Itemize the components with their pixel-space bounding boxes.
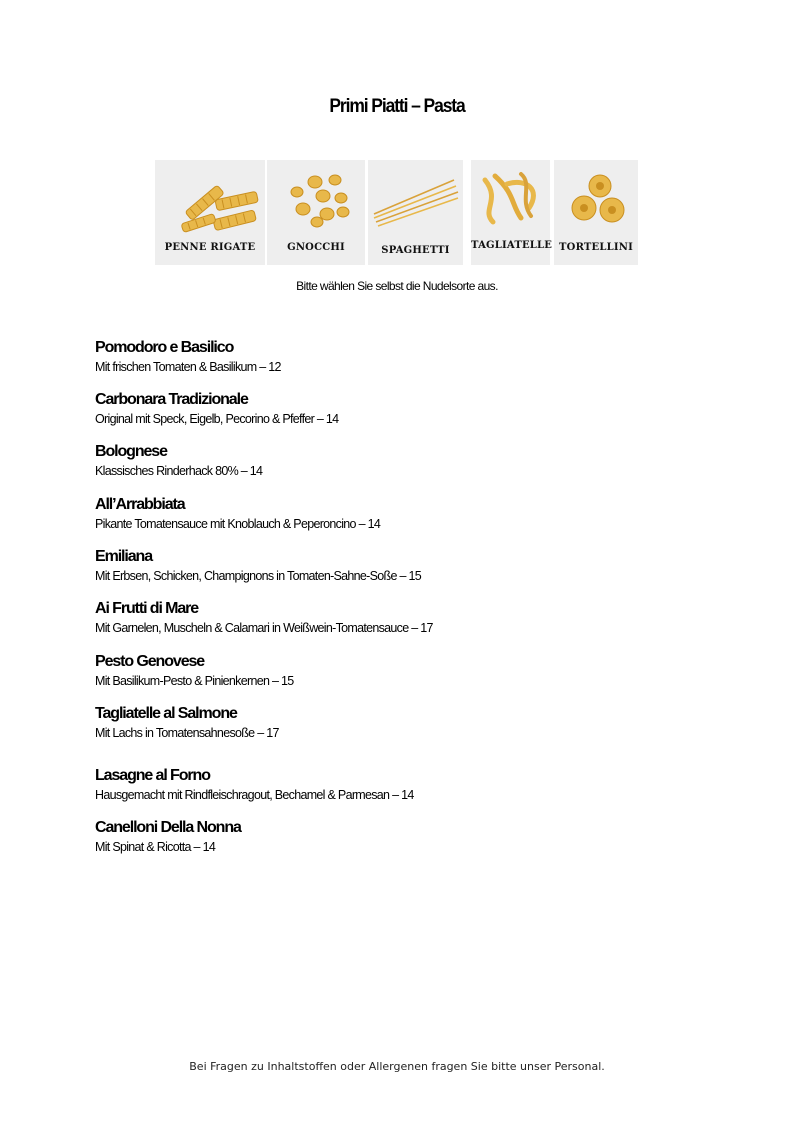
dish-description: Mit Erbsen, Schicken, Champignons in Tomaten-Sahne-Soße – 15: [95, 569, 422, 583]
dish-name: Carbonara Tradizionale: [95, 391, 248, 408]
dish-item: [95, 652, 735, 690]
dish-name: Pesto Genovese: [95, 653, 205, 670]
dish-description: Mit Basilikum-Pesto & Pinienkernen – 15: [95, 674, 294, 688]
dish-description: Pikante Tomatensauce mit Knoblauch & Peperoncino – 14: [95, 517, 381, 531]
pasta-tile-penne: [155, 160, 265, 265]
dish-name: Canelloni Della Nonna: [95, 819, 241, 836]
dish-description: Klassisches Rinderhack 80% – 14: [95, 464, 263, 478]
dish-item: [95, 390, 735, 428]
dish-item: [95, 766, 735, 804]
pasta-tile-gnocchi: [267, 160, 365, 265]
dish-item: [95, 442, 735, 480]
dish-item: [95, 704, 735, 742]
pasta-tile-tagliatelle: [471, 160, 553, 265]
dish-description: Mit frischen Tomaten & Basilikum – 12: [95, 360, 281, 374]
pasta-tile-spaghetti: [368, 160, 463, 265]
allergen-notice: Bei Fragen zu Inhaltstoffen oder Allergenen fragen Sie bitte unser Personal.: [189, 1060, 605, 1073]
dish-name: Lasagne al Forno: [95, 767, 210, 784]
dish-name: Ai Frutti di Mare: [95, 600, 199, 617]
pasta-label-gnocchi: GNOCCHI: [287, 242, 345, 253]
dish-description: Mit Lachs in Tomatensahnesoße – 17: [95, 726, 279, 740]
pasta-tile-tortellini: [554, 160, 638, 265]
pasta-choice-note: Bitte wählen Sie selbst die Nudelsorte aus.: [296, 279, 498, 293]
dish-name: Tagliatelle al Salmone: [95, 705, 237, 722]
pasta-label-spaghetti: SPAGHETTI: [381, 245, 450, 256]
dish-name: All’Arrabbiata: [95, 496, 185, 513]
dish-item: [95, 495, 735, 533]
dish-description: Hausgemacht mit Rindfleischragout, Bechamel & Parmesan – 14: [95, 788, 414, 802]
page-title: Primi Piatti – Pasta: [329, 96, 465, 117]
dish-description: Mit Spinat & Ricotta – 14: [95, 840, 216, 854]
dish-description: Original mit Speck, Eigelb, Pecorino & Pfeffer – 14: [95, 412, 339, 426]
dish-description: Mit Garnelen, Muscheln & Calamari in Weißwein-Tomatensauce – 17: [95, 621, 433, 635]
dish-item: [95, 599, 735, 637]
dish-name: Emiliana: [95, 548, 153, 565]
pasta-label-penne: PENNE RIGATE: [164, 242, 256, 253]
dish-name: Bolognese: [95, 443, 167, 460]
dish-item: [95, 818, 735, 856]
pasta-label-tortellini: TORTELLINI: [559, 242, 633, 253]
dish-name: Pomodoro e Basilico: [95, 339, 234, 356]
pasta-types-strip: [155, 160, 638, 265]
dish-item: [95, 338, 735, 376]
pasta-label-tagliatelle: TAGLIATELLE: [471, 240, 553, 251]
dish-item: [95, 547, 735, 585]
